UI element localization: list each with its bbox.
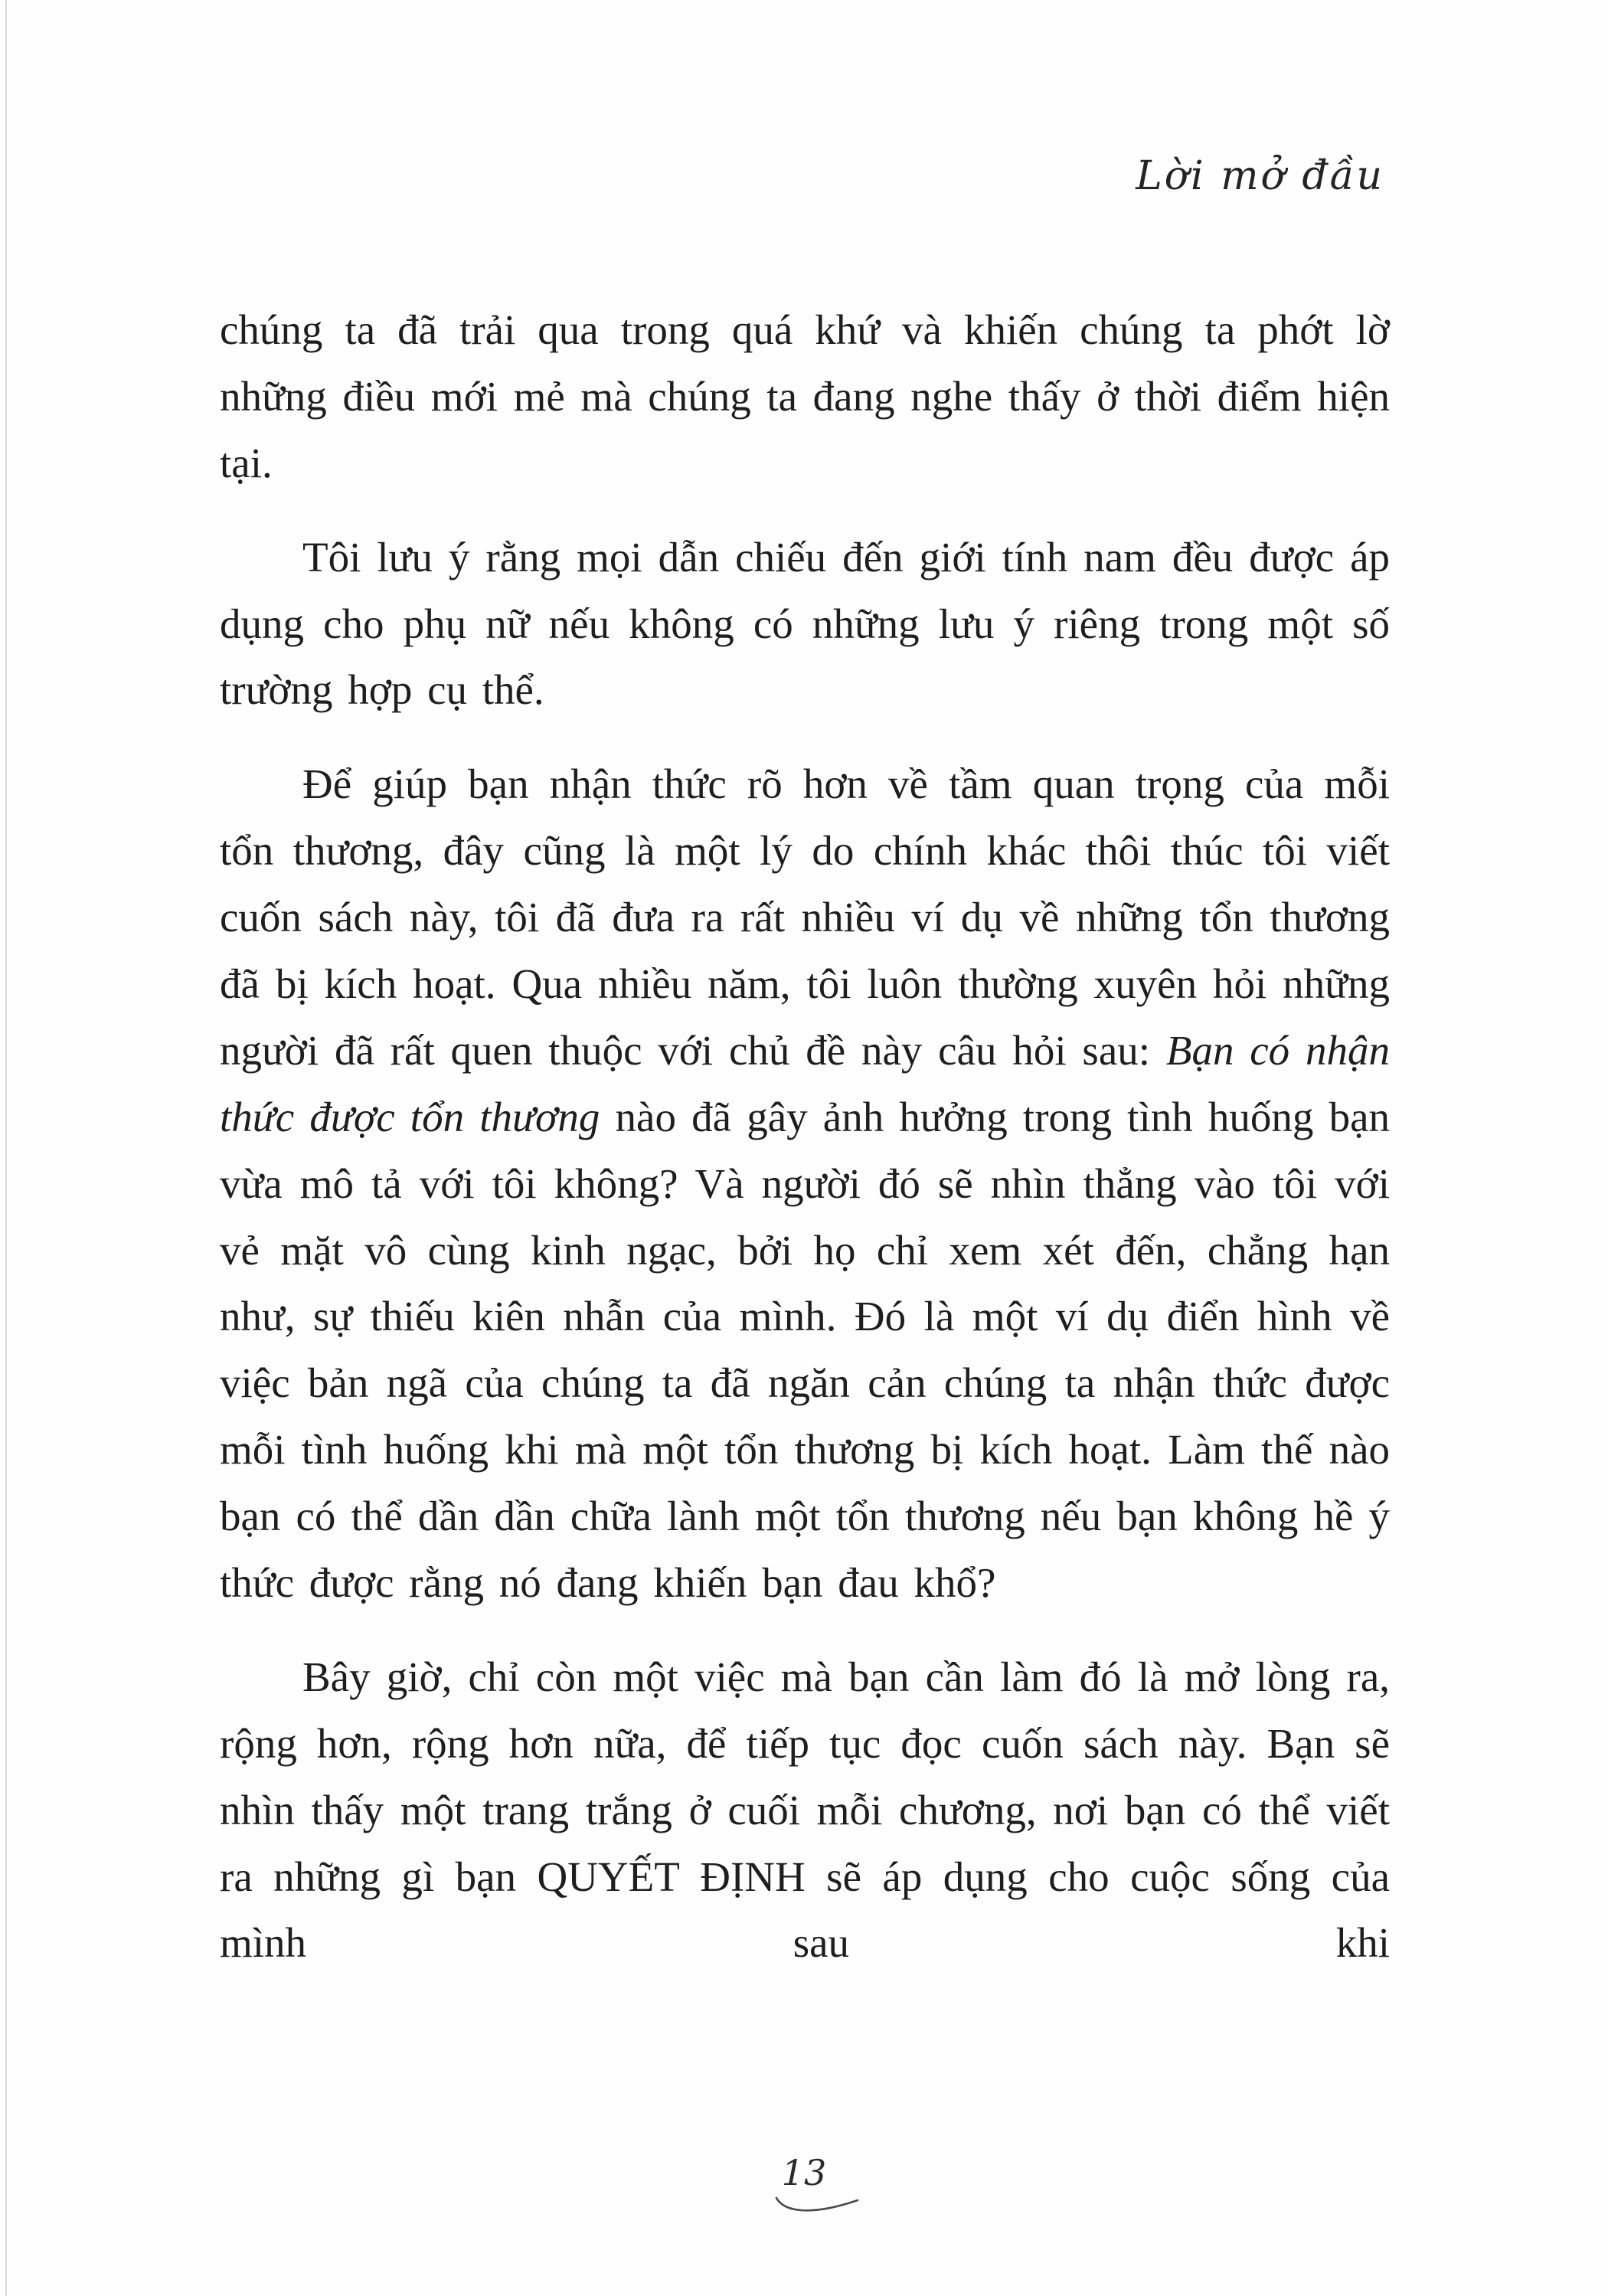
page-number: 13 (781, 2152, 827, 2193)
body-text (220, 297, 1390, 1977)
page-footer (0, 2152, 1608, 2219)
text-run: Tôi lưu ý rằng mọi dẫn chiếu đến giới tính nam đều được áp dụng cho phụ nữ nếu không có những lưu ý riêng trong một số trường hợp cụ thể. (220, 533, 1390, 714)
text-run: chúng ta đã trải qua trong quá khứ và khiến chúng ta phớt lờ những điều mới mẻ mà chúng ta đang nghe thấy ở thời điểm hiện tại. (220, 306, 1390, 486)
paragraph (220, 297, 1390, 497)
paragraph (220, 525, 1390, 724)
text-run: Bây giờ, chỉ còn một việc mà bạn cần làm đó là mở lòng ra, rộng hơn, rộng hơn nữa, để tiếp tục đọc cuốn sách này. Bạn sẽ nhìn thấy một trang trắng ở cuối mỗi chương, nơi bạn có thể viết ra những gì bạn QUYẾT ĐỊNH sẽ áp dụng cho cuộc sống của mình sau khi (220, 1653, 1390, 1967)
text-run: nào đã gây ảnh hưởng trong tình huống bạn vừa mô tả với tôi không? Và người đó sẽ nhìn thẳng vào tôi với vẻ mặt vô cùng kinh ngạc, bởi họ chỉ xem xét đến, chẳng hạn như, sự thiếu kiên nhẫn của mình. Đó là một ví dụ điển hình về việc bản ngã của chúng ta đã ngăn cản chúng ta nhận thức được mỗi tình huống khi mà một tổn thương bị kích hoạt. Làm thế nào bạn có thể dần dần chữa lành một tổn thương nếu bạn không hề ý thức được rằng nó đang khiến bạn đau khổ? (220, 1093, 1390, 1607)
page-number-swash-ornament (772, 2193, 864, 2219)
italic-text-run: Bạn có nhận thức được tổn thương (220, 1026, 1390, 1140)
paragraph (220, 1644, 1390, 1977)
page-edge-artifact (5, 0, 7, 2296)
paragraph (220, 751, 1390, 1617)
text-run: Để giúp bạn nhận thức rõ hơn về tầm quan trọng của mỗi tổn thương, đây cũng là một lý do chính khác thôi thúc tôi viết cuốn sách này, tôi đã đưa ra rất nhiều ví dụ về những tổn thương đã bị kích hoạt. Qua nhiều năm, tôi luôn thường xuyên hỏi những người đã rất quen thuộc với chủ đề này câu hỏi sau: (220, 760, 1390, 1074)
running-header-title: Lời mở đầu (1136, 153, 1384, 199)
